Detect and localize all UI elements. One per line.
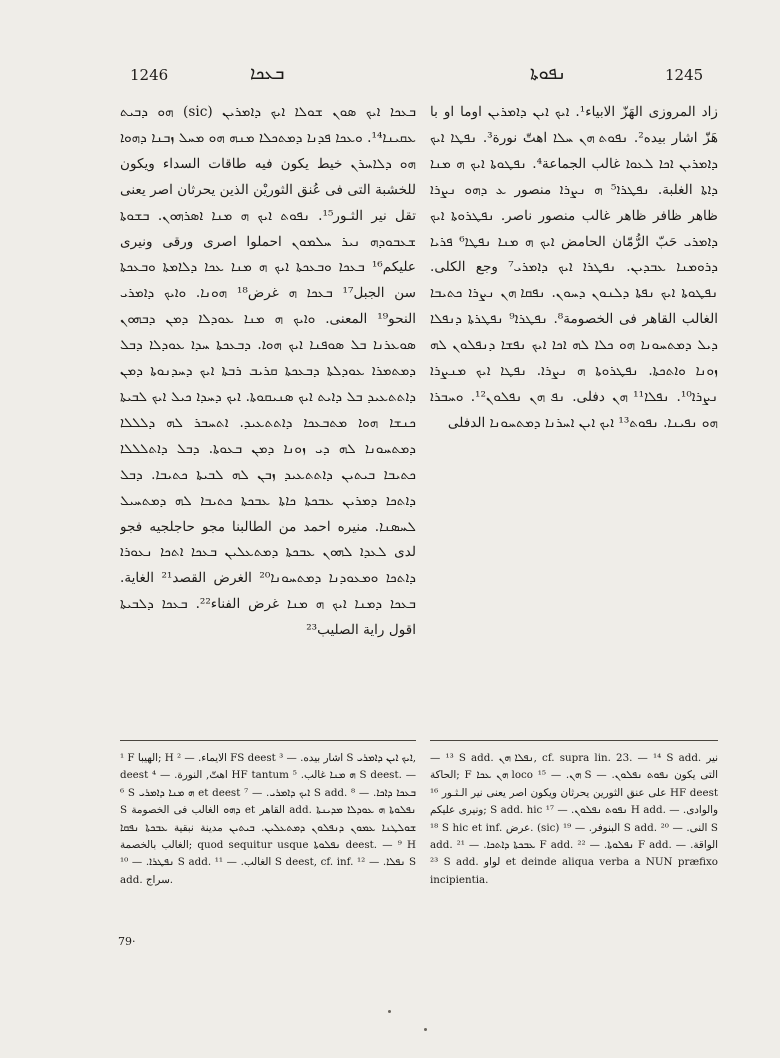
printer-signature: 79· xyxy=(118,935,136,948)
right-column-paragraph: زاد المروزى الهَزّ الابياء¹. ܐܝܟ ܐܝܢ ܕܐܡܪܝܢ اوما او با هَزّ اشار بيده². ܢܦܘܬ ܗܢ ܚܠܐ اهتّ نورة³. ܢܦܛܐ ܐܝܟ ܕܐܡܪܝܢ ܐܟܐ ܠܥܘܐ غالب الجماعة⁴. ܢܦܛܘܬܐ ܐܝܟ ܗ ܡܢܐ ܕܐܬܐ الغلبة. ܢܦܛܪܐ⁵ ܗ ܢܨܪܐ منصور ܥ ܕܗܘ ܢܨܪܐ ظاهر ظافر ظاهر غالب منصور ناصر. ܢܦܛܪܘܬܐ ܐܝܟ ܕܐܡܪܝ حَبّ الرُّمّان الحامض ܐܝܟ ܗ ܡܢܐ ܢܦܛܐ⁶ ܦܪܝܐ ܕܪܘܡܢܐ ܥܒܕܝܢ. ܢܦܛܪܐ ܐܝܟ ܕܐܡܪܝ⁷ وجع الكلى. ܢܦܛܘܬܐ ܐܝܟ ܢܦܬܐ ܕܠܢܘܢ ܕܚܘܢ. ܢܦܩܐ ܗܢ ܢܨܪܐ ܟܬܝܒܐ الغالب القاهر فى الخصومة⁸. ܢܦܛܪܐ⁹ ܢܦܛܪܬܐ ܕܢܦܠܐ ܕܝܠ ܕܡܬܚܘܢܐ ܗܘ ܟܠܐ ܠܗ ܐܟܐ ܐܝܟ ܢܦܫܐ ܕܢܦܠܘܢ ܠܗ ܙܘܢܐ ܘܐܬܟܬܐ. ܢܦܛܪܘܬܐ ܗ ܢܨܪܐ. ܢܦܛܐ ܐܝܟ ܡܢܨܪܐ ܢܨܪܐ¹⁰. ܢܦܠܐ¹¹ ܗܢ دفلى. ܢܦ ܗܢ ܢܦܠܘܢ¹². ܘܚܒܪܐ ܗܘ ܢܦܝܢܐ. ܢܦܘܬ¹³ ܐܝܟ ܐܝܢ ܐܚܪܢܐ ܕܡܬܚܘܢܐ الدفلى xyxy=(430,104,718,431)
left-column-paragraph: ܒܥܟܐ ܐܝܟ ܣܘܢ ܫܘܠܐ ܐܝܟ ܕܐܡܪܝܢ (sic) ܗܘ ܕܒܝܬ ܥܩܝܢܐ¹⁴. ܘܥܟܐ ܦܕܢܐ ܕܡܬܟܠܐ ܡܢܗ ܗܘ ܡܚܠ ܙܒܢܐ ܕܗܘܐ ܗܘ ܕܠܐܚܪܢ خيط يكون فيه طاقات السداء ويكون للخشبة التى فى عُنق الثوريْن الذين يحرثان اصر يعنى تقل نير الثـور¹⁵. ܢܦܘܬ ܐܝܟ ܗ ܡܢܐ ܐܣܪܗܘܢ. ܒܫܘܬܐ ܫܥܒܘܕܗ ܢܝܪ ܚܠܡܘܢ احملوا اصرى ورقى ونيرى عليكم¹⁶ ܒܥܟܐ ܘܒܥܟܬܐ ܐܝܟ ܗ ܡܢܐ ܥܟܐ ܕܠܐܡܬܐ ܘܒܥܟܬܐ سن الجبل¹⁷ ܒܥܟܐ ܗ غرض¹⁸ ܗܘܢܐ. ܘܐܝܟ ܕܐܡܪܝ النحو¹⁹ المعنى. ܘܐܝܟ ܗ ܡܢܐ ܥܘܕܠܐ ܕܡܢ ܕܒܗܘܢ ܣܘܥܪܢܐ ܒܠ ܣܘܦܢܐ ܐܝܟ ܗܘܐ. ܕܒܥܟܬܐ ܚܕܐ ܥܘܕܠܐ ܕܒܠ ܕܡܬܡܪܐ ܥܘܕܠܬܐ ܕܒܥܟܬܐ ܩܪܝܒ ܪܒܬܐ ܐܝܟ ܕܚܕܢܘܬܐ ܕܡܢ ܕܐܬܬܥܝܕ ܒܠ ܕܐܝܬ ܐܝܟ ܣܢܝܩܘܬܐ. ܐܝܟ ܕܚܕܐ ܟܝܠ ܐܝܟ ܠܒܝܬܐ ܟܢܫܐ ܗܘܐ ܡܬܒܥܟܐ ܕܐܬܬܥܝܕ. ܐܬܚܒܪ ܠܗ ܕܠܠܠܐ ܕܡܬܚܘܢܐ ܠܗ ܕܝ ܙܘܢܐ ܕܡܢ ܒܥܘܬܐ. ܕܒܠ ܕܐܬܠܠܠܐ ܟܬܝܒܐ ܒܝܬܝܢ ܕܐܬܬܥܝܕ ܙܒܢ ܠܗ ܠܒܝܬܐ ܟܬܝܒܐ. ܕܒܠ ܕܐܬܟܐ ܕܡܪܝܢ ܥܒܟܬܐ ܟܐܬܐ ܥܒܟܬܐ ܟܬܝܒܐ ܠܗ ܕܡܬܚܝܠ ܠܚܣܢܐ. منيره احمد من الطالبنا مجو حاجلجيه فجو لدى ܠܥܕܐ ܠܗܘܢ ܥܒܟܬܐ ܕܡܬܥܠܝܢ ܒܥܟܐ ܐܬܟܐ ܢܥܘܪܐ ܕܐܬܟܐ ܘܡܥܘܕܢܐ ܕܡܬܚܘܢܐ²⁰ الغرض القصد²¹ الغاية. ܒܥܟܐ ܕܡܢܐ ܐܝܟ ܗ ܡܢܐ غرض الفناء²². ܒܥܟܐ ܕܠܒܝܬܐ اقول راية الصليب²³ xyxy=(120,104,416,639)
footnotes-right-text: — ¹³ S add. ܢܦܠܐ ܗܢ, cf. supra lin. 23. — ¹⁴ S add. نير الحاكة; F ܗܢ ܥܟܐ loco ܗܢ. — ¹⁵ S التى يكون ܢܦܘܬ ܢܦܠܘܢ. — على عنق الثورين يحرثان ويكون اصر يعنى نير الـثـور ¹⁶ HF deest ونيرى عليكم; S add. hic ܢܦܘܬ ܢܦܠܘܢ. — ¹⁷ H add. والوادى. — ¹⁸ S hic et inf. عرض. (sic) البنوفر. — ¹⁹ S add. النى. — ²⁰ S add. ܥܒܟܬܐ ܕܐܬܟܐ. — ²¹ F add. ܢܦܠܘܬܐ. — ²² F add. الواقة. — ²³ S add. لواو et deinde aliqua verba a NUN præfixo incipientia. xyxy=(430,752,718,886)
footnotes-left-text: ¹ F الهيبا; H الايماء. — ² FS deest اشار بيده. — ³ S ܐܝܟ ܐܝܢ ܕܐܡܪܝ, deest اهتّ, النورة. — ⁴ HF tantum ܗ ܡܢܐ غالب. ⁵ S deest. — ⁶ S ܗ ܡܢܐ ܕܐܡܪܝ et deest ܐܝܟ ܕܐܡܪܝ. — ⁷ S add. ܒܥܟܐ ܕܐܟܐ. — ⁸ S ܕܗܘ الغالب فى الخصومة et القاهر add. ܢܦܠܘܬܐ ܗ ܥܘܕܠܐ ܡܕܝܢܬܐ ܫܘܠܛܢܐ ܥܡܘܢ ܕܢܦܠܘܢ ܕܡܬܥܠܝܢ. ܒܝܬܝܢ مدينة نبقية ܥܒܟܬܐ ܢܦܩܐ الغالب بالخصمة; quod sequitur usque ܢܦܠܘܬܐ deest. — ⁹ H ܢܦܛܪܐ. — ¹⁰ S add. الغالب. — ¹¹ S deest, cf. inf. ܢܦܠܐ. — ¹² S add. سراج. xyxy=(120,752,416,886)
running-head-right: ܢܦܘܬܐ xyxy=(530,63,567,84)
paper-speck xyxy=(424,1028,427,1031)
footnote-rule-left xyxy=(120,740,416,741)
page-number-left: 1246 xyxy=(130,66,169,84)
right-column-text xyxy=(430,100,718,730)
left-column-text xyxy=(120,100,416,730)
paper-speck xyxy=(388,1010,391,1013)
running-head-left: ܒܥܟܐ xyxy=(250,63,285,84)
footnote-rule-right xyxy=(430,740,718,741)
footnotes-left xyxy=(120,750,416,975)
page-number-right: 1245 xyxy=(665,66,704,84)
footnotes-right xyxy=(430,750,718,975)
